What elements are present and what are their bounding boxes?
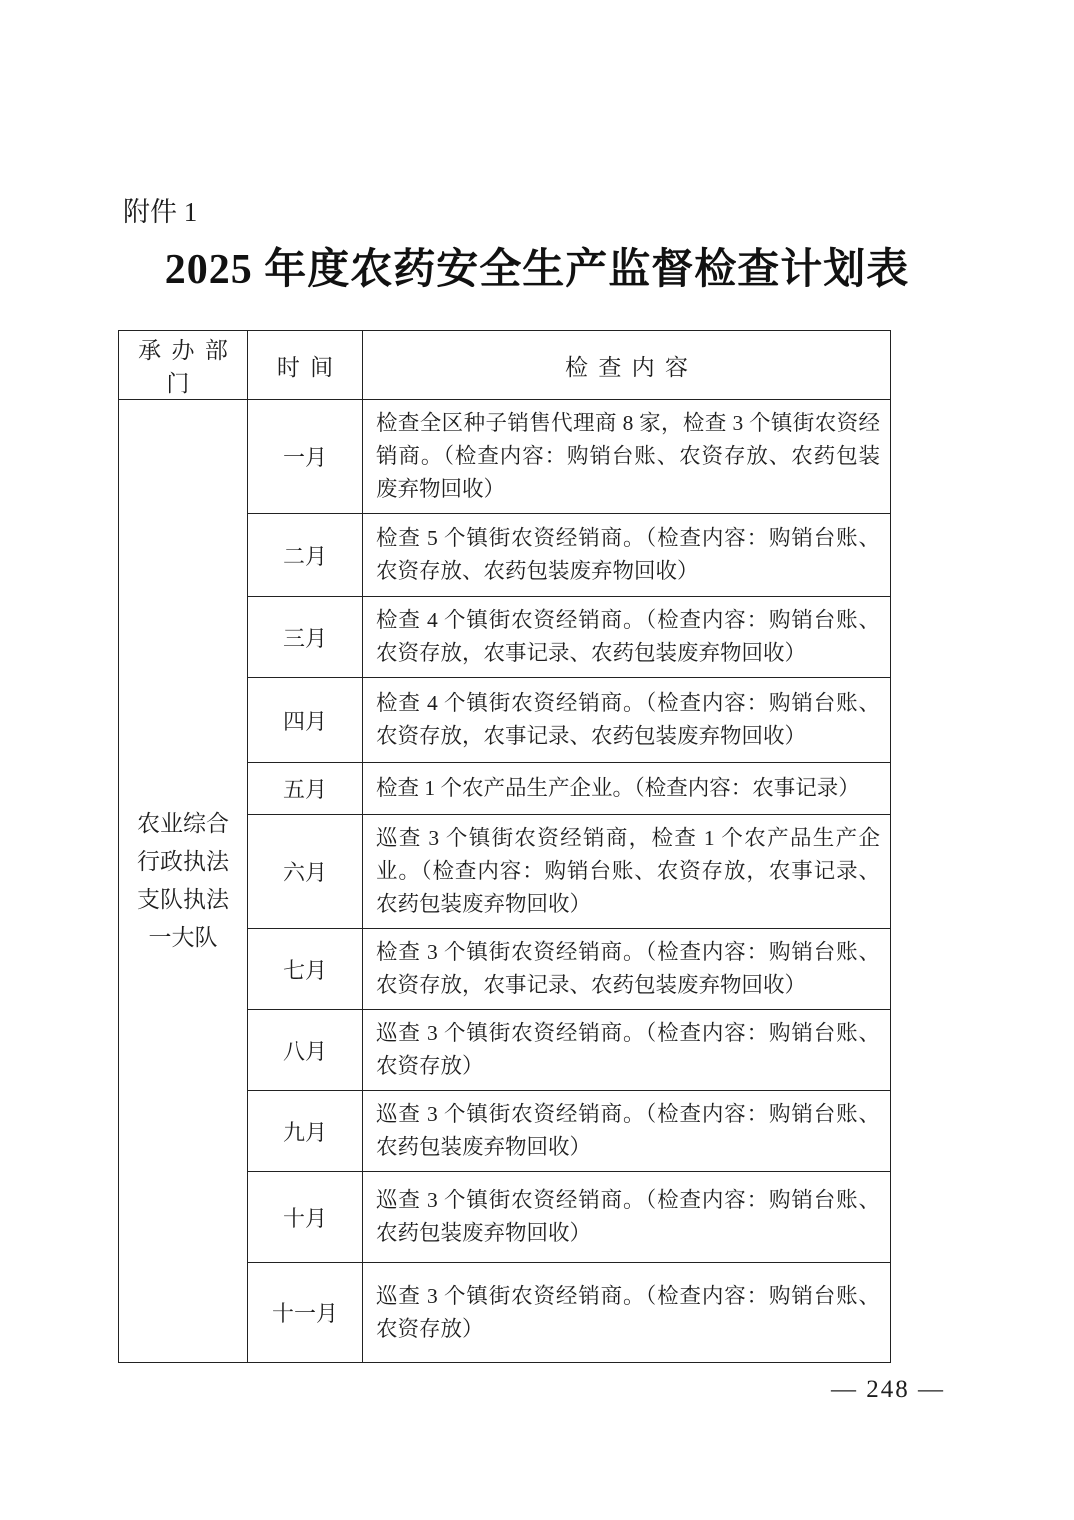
department-line: 支队执法 — [137, 887, 229, 912]
header-cell-content: 检查内容 — [363, 331, 891, 400]
department-line: 行政执法 — [137, 849, 229, 874]
page-title: 2025 年度农药安全生产监督检查计划表 — [164, 247, 910, 293]
month-cell: 二月 — [248, 514, 363, 597]
department-cell — [119, 400, 248, 1363]
content-cell: 巡查 3 个镇街农资经销商。（检查内容：购销台账、农资存放） — [363, 1010, 891, 1091]
table-header-row — [119, 331, 891, 400]
department-line: 农业综合 — [137, 811, 229, 836]
content-cell: 巡查 3 个镇街农资经销商。（检查内容：购销台账、农资存放） — [363, 1263, 891, 1363]
inspection-plan-table — [118, 330, 891, 1363]
month-cell: 五月 — [248, 763, 363, 815]
content-cell: 检查 4 个镇街农资经销商。（检查内容：购销台账、农资存放，农事记录、农药包装废弃物回收） — [363, 597, 891, 678]
month-cell: 七月 — [248, 929, 363, 1010]
department-line: 一大队 — [148, 925, 218, 950]
header-cell-time: 时间 — [248, 331, 363, 400]
content-cell: 巡查 3 个镇街农资经销商。（检查内容：购销台账、农药包装废弃物回收） — [363, 1172, 891, 1263]
table-row — [119, 400, 891, 514]
header-cell-department: 承办部门 — [119, 331, 248, 400]
content-cell: 巡查 3 个镇街农资经销商。（检查内容：购销台账、农药包装废弃物回收） — [363, 1091, 891, 1172]
month-cell: 九月 — [248, 1091, 363, 1172]
content-cell: 检查 4 个镇街农资经销商。（检查内容：购销台账、农资存放，农事记录、农药包装废弃物回收） — [363, 678, 891, 763]
attachment-label: 附件 1 — [123, 197, 198, 227]
month-cell: 一月 — [248, 400, 363, 514]
month-cell: 十月 — [248, 1172, 363, 1263]
month-cell: 三月 — [248, 597, 363, 678]
month-cell: 十一月 — [248, 1263, 363, 1363]
month-cell: 四月 — [248, 678, 363, 763]
content-cell: 检查全区种子销售代理商 8 家，检查 3 个镇街农资经销商。（检查内容：购销台账、农资存放、农药包装废弃物回收） — [363, 400, 891, 514]
month-cell: 六月 — [248, 815, 363, 929]
content-cell: 检查 3 个镇街农资经销商。（检查内容：购销台账、农资存放，农事记录、农药包装废弃物回收） — [363, 929, 891, 1010]
content-cell: 巡查 3 个镇街农资经销商，检查 1 个农产品生产企业。（检查内容：购销台账、农资存放，农事记录、农药包装废弃物回收） — [363, 815, 891, 929]
content-cell: 检查 5 个镇街农资经销商。（检查内容：购销台账、农资存放、农药包装废弃物回收） — [363, 514, 891, 597]
month-cell: 八月 — [248, 1010, 363, 1091]
page-number: — 248 — — [831, 1376, 945, 1403]
content-cell: 检查 1 个农产品生产企业。（检查内容：农事记录） — [363, 763, 891, 815]
